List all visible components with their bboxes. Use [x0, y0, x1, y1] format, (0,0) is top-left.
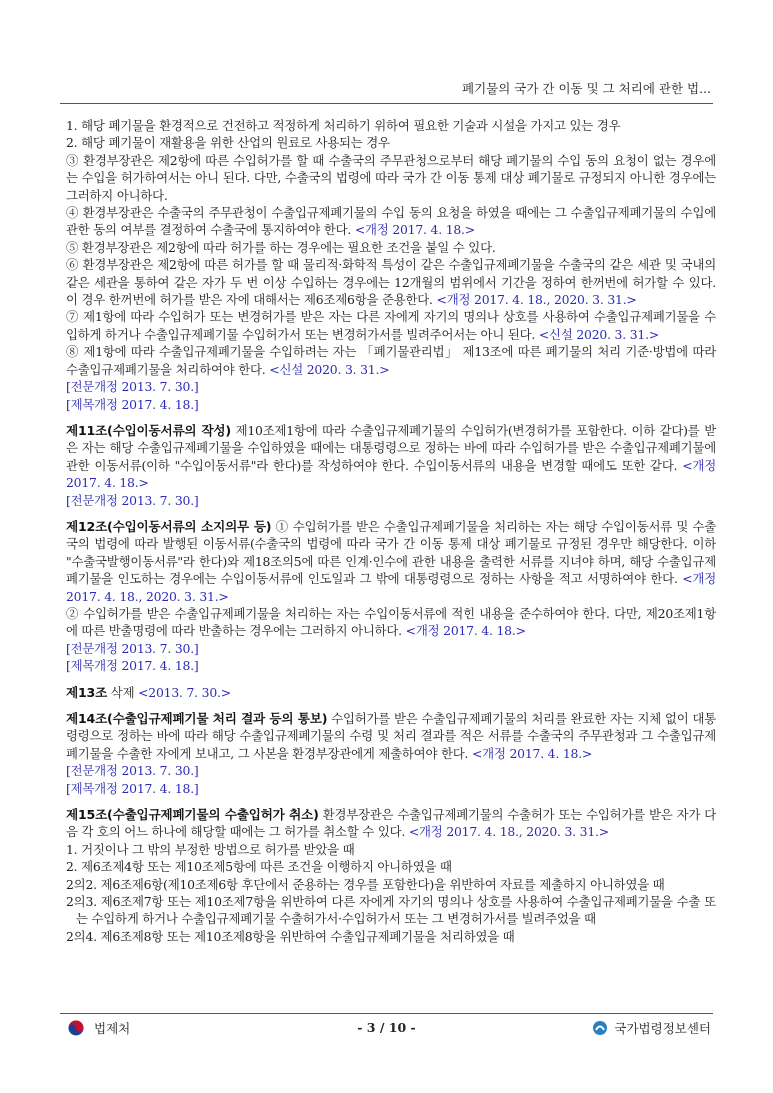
paragraph-text: ⑤ 환경부장관은 제2항에 따라 허가를 하는 경우에는 필요한 조건을 붙일 수 있다.	[66, 239, 496, 255]
paragraph-text: ① 수입허가를 받은 수출입규제폐기물을 처리하는 자는 해당 수입이동서류 및 수출국의 법령에 따라 발행된 이동서류(수출국의 법령에 따라 국가 간 이동 통제 대상 폐기물로 규정된 경우만 해당한다. 이하 "수출국발행이동서류"라 한다)와 제18조의5에 따른 인계·인수에 관한 내용을 출력한 서류를 지녀야 하며, 해당 수출입규제폐기물을 인도하는 경우에는 수입이동서류에 인도일과 그 밖에 대통령령으로 정하는 사항을 적고 서명하여야 한다.	[66, 518, 716, 587]
page-header	[60, 79, 713, 104]
paragraph-text: 환경부장관은 수출입규제폐기물의 수출허가 또는 수입허가를 받은 자가 다음 각 호의 어느 하나에 해당할 때에는 그 허가를 취소할 수 있다.	[66, 807, 716, 840]
footer-right	[592, 1019, 711, 1037]
article	[66, 422, 716, 492]
article-heading: 제14조(수출입규제폐기물 처리 결과 등의 통보)	[66, 711, 328, 726]
paragraph	[66, 841, 716, 858]
paragraph-text: 삭제	[107, 684, 135, 700]
revision-note	[66, 762, 716, 779]
amendment-note: <개정 2017. 4. 18.>	[405, 623, 526, 639]
paragraph-text: 2. 제6조제4항 또는 제10조제5항에 따른 조건을 이행하지 아니하였을 때	[66, 859, 452, 875]
amendment-note: <개정 2017. 4. 18., 2020. 3. 31.>	[66, 571, 716, 604]
amendment-note: <신설 2020. 3. 31.>	[538, 326, 659, 342]
note-text: [제목개정 2017. 4. 18.]	[66, 396, 199, 412]
amendment-note: <2013. 7. 30.>	[138, 684, 231, 700]
paragraph-text: ⑦ 제1항에 따라 수입허가 또는 변경허가를 받은 자는 다른 자에게 자기의 명의나 상호를 사용하여 수출입규제폐기물을 수입하게 하거나 수출입규제폐기물 수입허가서 또는 변경허가서를 빌려주어서는 아니 된다.	[66, 309, 716, 342]
amendment-note: <신설 2020. 3. 31.>	[269, 361, 390, 377]
revision-note	[66, 640, 716, 657]
paragraph	[66, 256, 716, 308]
amendment-note: <개정 2017. 4. 18., 2020. 3. 31.>	[436, 292, 637, 308]
paragraph	[66, 308, 716, 343]
paragraph	[66, 928, 716, 945]
paragraph-text: ④ 환경부장관은 수출국의 주무관청이 수출입규제폐기물의 수입 동의 요청을 하였을 때에는 그 수출입규제폐기물의 수입에 관한 동의 여부를 결정하여 수출국에 통지하여야 한다.	[66, 205, 716, 238]
amendment-note: <개정 2017. 4. 18.>	[66, 457, 716, 491]
paragraph-text: 1. 거짓이나 그 밖의 부정한 방법으로 허가를 받았을 때	[66, 841, 355, 857]
paragraph	[66, 605, 716, 640]
amendment-note: <개정 2017. 4. 18.>	[472, 745, 593, 761]
revision-note	[66, 492, 716, 509]
paragraph-text: 수입허가를 받은 수출입규제폐기물의 처리를 완료한 자는 지체 없이 대통령령으로 정하는 바에 따라 해당 수출입규제폐기물의 수령 및 처리 결과를 적은 서류를 수출국의 주무관청과 그 수출입규제폐기물을 수출한 자에게 보내고, 그 사본을 환경부장관에게 제출하여야 한다.	[66, 711, 716, 761]
paragraph-text: 2의3. 제6조제7항 또는 제10조제7항을 위반하여 다른 자에게 자기의 명의나 상호를 사용하여 수출입규제폐기물을 수출 또는 수입하게 하거나 수출입규제폐기물 수출허가서·수입허가서 또는 그 변경허가서를 빌려주었을 때	[66, 894, 716, 927]
paragraph-text: 2. 해당 폐기물이 재활용을 위한 산업의 원료로 사용되는 경우	[66, 135, 390, 151]
article	[66, 710, 716, 762]
clause-item	[66, 876, 716, 893]
paragraph-text: 2의4. 제6조제8항 또는 제10조제8항을 위반하여 수출입규제폐기물을 처리하였을 때	[66, 928, 515, 944]
page-footer	[60, 1013, 713, 1040]
paragraph	[66, 343, 716, 378]
document-title: 폐기물의 국가 간 이동 및 그 처리에 관한 법...	[462, 81, 711, 96]
paragraph	[66, 858, 716, 875]
article-heading: 제15조(수출입규제폐기물의 수출입허가 취소)	[66, 807, 319, 823]
paragraph-text: ③ 환경부장관은 제2항에 따른 수입허가를 할 때 수출국의 주무관청으로부터 해당 폐기물의 수입 동의 요청이 없는 경우에는 수입을 허가하여서는 아니 된다. 다만, 수출국의 법령에 따라 국가 간 이동 통제 대상 폐기물로 규정되지 아니한 경우에는 그러하지 아니하다.	[66, 152, 716, 203]
amendment-note: <개정 2017. 4. 18., 2020. 3. 31.>	[408, 824, 609, 840]
article	[66, 684, 716, 701]
note-text: [전문개정 2013. 7. 30.]	[66, 640, 199, 656]
article-heading: 제12조(수입이동서류의 소지의무 등)	[66, 518, 272, 534]
paragraph	[66, 117, 716, 134]
footer-ministry: 법제처	[94, 1021, 131, 1036]
paragraph	[66, 152, 716, 204]
paragraph-text: 1. 해당 폐기물을 환경적으로 건전하고 적정하게 처리하기 위하여 필요한 기술과 시설을 가지고 있는 경우	[66, 118, 621, 133]
paragraph	[66, 239, 716, 256]
paragraph-text: ⑥ 환경부장관은 제2항에 따른 허가를 할 때 물리적·화학적 특성이 같은 수출입규제폐기물을 수출국의 같은 세관 및 국내의 같은 세관을 통하여 같은 자가 두 번 이상 수입하는 경우에는 12개월의 범위에서 기간을 정하여 한꺼번에 허가할 수 있다. 이 경우 한꺼번에 허가를 받은 자에 대해서는 제6조제6항을 준용한다.	[66, 257, 716, 308]
article	[66, 806, 716, 841]
paragraph-text: 제10조제1항에 따라 수출입규제폐기물의 수입허가(변경허가를 포함한다. 이하 같다)를 받은 자는 해당 수출입규제폐기물을 수입하였을 때에는 대통령령으로 정하는 바에 따라 수입허가를 받은 수출입규제폐기물에 관한 이동서류(이하 "수입이동서류"라 한다)를 작성하여야 한다. 수입이동서류의 내용을 변경할 때에도 또한 같다.	[66, 422, 716, 473]
article-heading: 제11조(수입이동서류의 작성)	[66, 422, 231, 438]
page-number: - 3 / 10 -	[357, 1020, 416, 1035]
paragraph	[66, 204, 716, 239]
paragraph-text: ② 수입허가를 받은 수출입규제폐기물을 처리하는 자는 수입이동서류에 적힌 내용을 준수하여야 한다. 다만, 제20조제1항에 따른 반출명령에 따라 반출하는 경우에는 그러하지 아니하다.	[66, 605, 716, 639]
note-text: [제목개정 2017. 4. 18.]	[66, 658, 199, 674]
revision-note	[66, 657, 716, 674]
note-text: [제목개정 2017. 4. 18.]	[66, 780, 199, 796]
paragraph-text: ⑧ 제1항에 따라 수출입규제폐기물을 수입하려는 자는 「폐기물관리법」 제13조에 따른 폐기물의 처리 기준·방법에 따라 수출입규제폐기물을 처리하여야 한다.	[66, 344, 716, 377]
revision-note	[66, 378, 716, 395]
paragraph-text: 2의2. 제6조제6항(제10조제6항 후단에서 준용하는 경우를 포함한다)을 위반하여 자료를 제출하지 아니하였을 때	[66, 876, 665, 892]
footer-law-center: 국가법령정보센터	[614, 1021, 711, 1036]
revision-note	[66, 396, 716, 413]
note-text: [전문개정 2013. 7. 30.]	[66, 379, 199, 395]
revision-note	[66, 780, 716, 797]
note-text: [전문개정 2013. 7. 30.]	[66, 492, 199, 508]
clause-item	[66, 893, 716, 928]
article-heading: 제13조	[66, 684, 108, 700]
note-text: [전문개정 2013. 7. 30.]	[66, 763, 199, 779]
amendment-note: <개정 2017. 4. 18.>	[354, 222, 475, 238]
document-body	[66, 117, 716, 945]
article	[66, 518, 716, 605]
paragraph	[66, 134, 716, 151]
law-center-logo-icon	[592, 1020, 608, 1036]
